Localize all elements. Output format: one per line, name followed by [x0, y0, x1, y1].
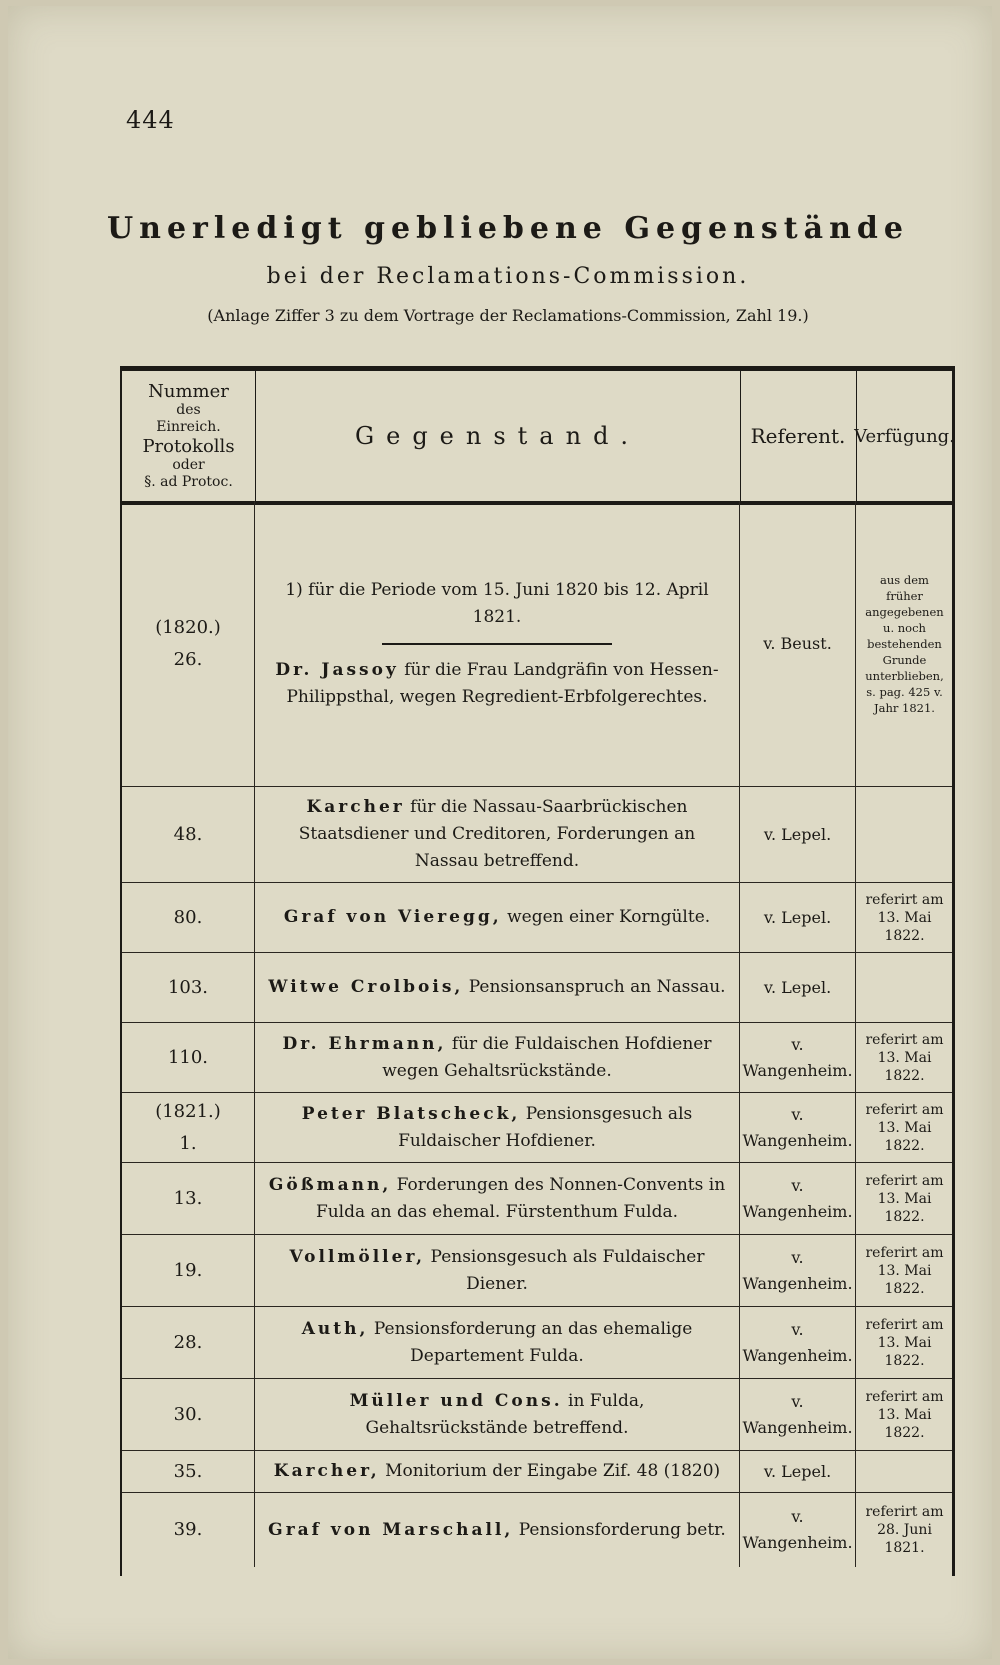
row-referent: v. Wangenheim. [740, 1023, 856, 1092]
row-party-name: Karcher [306, 797, 405, 817]
row-subject [255, 1493, 740, 1567]
row-number [122, 787, 255, 882]
table-row [122, 1093, 952, 1163]
row-subject [255, 953, 740, 1022]
period-divider [382, 643, 612, 645]
row-protocol-number: 26. [173, 648, 203, 670]
row-referent: v. Wangenheim. [740, 1235, 856, 1306]
row-subject [255, 1379, 740, 1450]
row-disposition: referirt am 13. Mai 1822. [865, 1172, 944, 1225]
table-row [122, 1307, 952, 1379]
row-protocol-number: 103. [167, 976, 209, 998]
row-subject [255, 787, 740, 882]
row-disposition: referirt am 13. Mai 1822. [865, 1316, 944, 1369]
row-referent: v. Lepel. [740, 953, 856, 1022]
row-disposition: referirt am 13. Mai 1822. [865, 1031, 944, 1084]
row-subject-text: Pensionsforderung betr. [518, 1519, 726, 1540]
row-referent: v. Wangenheim. [740, 1093, 856, 1162]
table-row [122, 501, 952, 787]
row-subject [255, 501, 740, 786]
row-year: (1820.) [155, 616, 221, 638]
table-row [122, 953, 952, 1023]
items-table [120, 366, 955, 1576]
page-number: 444 [126, 106, 175, 134]
row-subject-text: Pensionsgesuch als Fuldaischer Diener. [430, 1246, 705, 1294]
table-row [122, 1163, 952, 1235]
table-row [122, 883, 952, 953]
row-party-name: Peter Blatscheck, [301, 1103, 521, 1124]
row-protocol-number: 35. [173, 1460, 203, 1482]
row-subject [255, 1307, 740, 1378]
row-referent: v. Wangenheim. [740, 1307, 856, 1378]
row-subject-text: Pensionsforderung an das ehemalige Departement Fulda. [373, 1318, 693, 1366]
row-number [122, 1493, 255, 1567]
row-protocol-number: 80. [173, 906, 203, 928]
row-party-name: Graf von Vieregg, [283, 907, 502, 927]
table-row [122, 1379, 952, 1451]
row-party-name: Gößmann, [268, 1174, 392, 1195]
row-disposition: referirt am 13. Mai 1822. [865, 1244, 944, 1297]
row-number [122, 1093, 255, 1162]
row-number [122, 1163, 255, 1234]
header-protocol-number: Nummer des Einreich. Protokolls oder §. ad Protoc. [122, 371, 256, 501]
row-subject-text: in Fulda, Gehaltsrückstände betreffend. [365, 1390, 645, 1438]
table-row [122, 787, 952, 883]
header-subject: Gegenstand. [255, 371, 741, 501]
row-party-name: Vollmöller, [289, 1246, 426, 1267]
row-party-name: Dr. Ehrmann, [282, 1033, 447, 1054]
row-subject-text: für die Nassau-Saarbrückischen Staatsdiener und Creditoren, Forderungen an Nassau betreffend. [298, 797, 696, 871]
row-party-name: Graf von Marschall, [268, 1519, 514, 1540]
row-disposition: referirt am 13. Mai 1822. [865, 1101, 944, 1154]
row-protocol-number: 1. [179, 1132, 197, 1154]
header-referent: Referent. [740, 371, 857, 501]
row-protocol-number: 39. [173, 1519, 203, 1540]
row-party-name: Dr. Jassoy [275, 659, 399, 680]
row-disposition: referirt am 13. Mai 1822. [865, 1388, 944, 1441]
table-row [122, 1235, 952, 1307]
row-number [122, 1235, 255, 1306]
row-referent: v. Lepel. [740, 1451, 856, 1492]
table-header [122, 371, 955, 505]
row-subject [255, 1235, 740, 1306]
row-protocol-number: 30. [173, 1403, 203, 1425]
row-subject-text: Monitorium der Eingabe Zif. 48 (1820) [385, 1461, 721, 1481]
row-referent: v. Wangenheim. [740, 1493, 856, 1567]
header-disposition: Verfügung. [854, 425, 955, 447]
row-party-name: Witwe Crolbois, [268, 977, 464, 997]
row-referent: v. Wangenheim. [740, 1163, 856, 1234]
row-subject [255, 1451, 740, 1492]
row-number [122, 883, 255, 952]
table-body [122, 501, 952, 1567]
row-number [122, 501, 255, 786]
row-subject-text: Forderungen des Nonnen-Convents in Fulda an das ehemal. Fürstenthum Fulda. [315, 1174, 726, 1222]
row-protocol-number: 19. [173, 1259, 203, 1281]
row-disposition [856, 953, 953, 1022]
row-party-name: Auth, [301, 1318, 369, 1339]
row-subject-text: für die Frau Landgräfin von Hessen-Philippsthal, wegen Regredient-Erbfolgerechtes. [286, 659, 719, 707]
table-row [122, 1023, 952, 1093]
row-disposition: aus dem früher angegebenen u. noch bestehenden Grunde unterblieben, s. pag. 425 v. Jahr 1821. [865, 572, 944, 715]
row-subject [255, 1093, 740, 1162]
row-subject [255, 883, 740, 952]
row-protocol-number: 48. [173, 823, 203, 845]
row-subject [255, 1023, 740, 1092]
row-protocol-number: 28. [173, 1331, 203, 1353]
row-number [122, 953, 255, 1022]
table-row [122, 1493, 952, 1567]
row-number [122, 1307, 255, 1378]
row-number [122, 1451, 255, 1492]
annex-note: (Anlage Ziffer 3 zu dem Vortrage der Reclamations-Commission, Zahl 19.) [207, 306, 809, 325]
period-heading: 1) für die Periode vom 15. Juni 1820 bis 12. April 1821. [285, 579, 709, 627]
row-subject-text: Pensionsgesuch als Fuldaischer Hofdiener. [398, 1103, 693, 1151]
row-referent: v. Lepel. [740, 883, 856, 952]
row-protocol-number: 13. [173, 1187, 203, 1209]
row-referent: v. Wangenheim. [740, 1379, 856, 1450]
table-row [122, 1451, 952, 1493]
row-disposition: referirt am 28. Juni 1821. [865, 1504, 944, 1556]
row-protocol-number: 110. [167, 1046, 209, 1068]
row-party-name: Karcher, [273, 1461, 380, 1481]
row-number [122, 1023, 255, 1092]
row-disposition [856, 1451, 953, 1492]
row-year: (1821.) [155, 1100, 221, 1122]
row-subject-text: für die Fuldaischen Hofdiener wegen Gehaltsrückstände. [382, 1033, 712, 1081]
row-number [122, 1379, 255, 1450]
row-disposition [856, 787, 953, 882]
page-subtitle: bei der Reclamations-Commission. [266, 264, 750, 289]
row-referent: v. Beust. [740, 501, 856, 786]
row-subject-text: wegen einer Korngülte. [507, 907, 711, 927]
row-referent: v. Lepel. [740, 787, 856, 882]
row-subject [255, 1163, 740, 1234]
page-title: Unerledigt gebliebene Gegenstände [107, 211, 909, 246]
row-subject-text: Pensionsanspruch an Nassau. [468, 977, 726, 997]
row-disposition: referirt am 13. Mai 1822. [865, 891, 944, 944]
row-party-name: Müller und Cons. [349, 1390, 563, 1411]
